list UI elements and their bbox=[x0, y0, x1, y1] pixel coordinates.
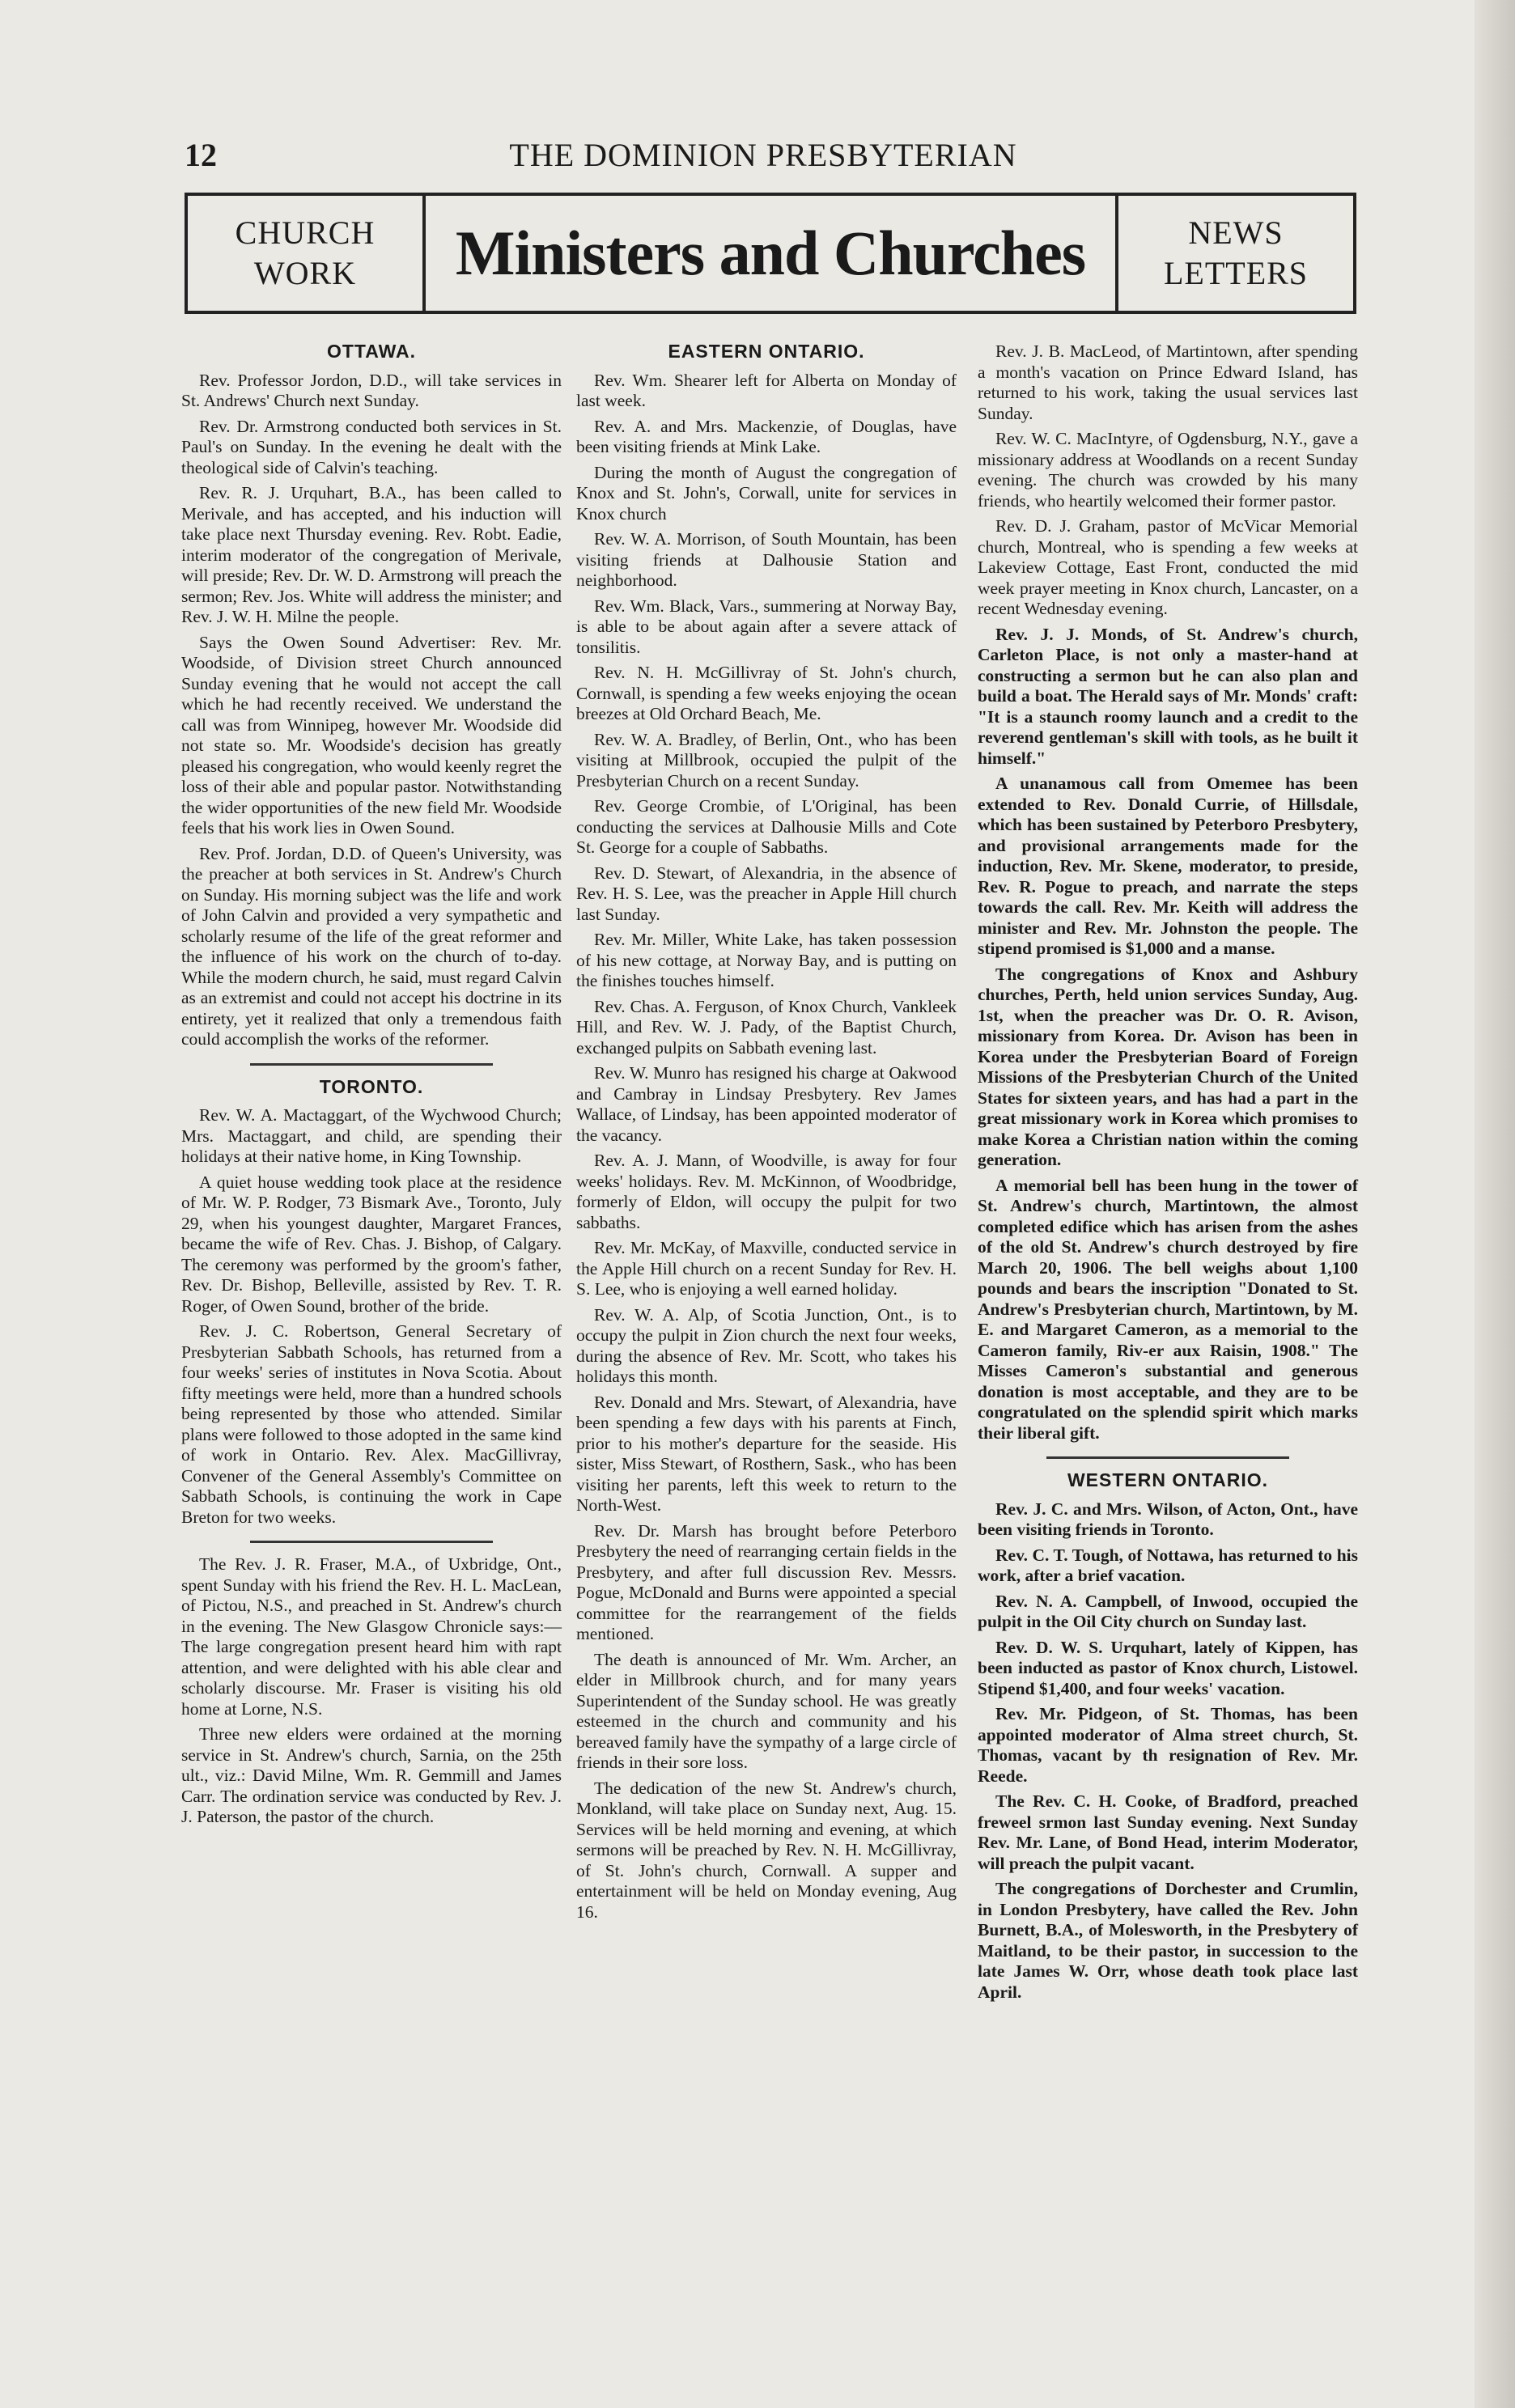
news-item: Rev. Mr. Pidgeon, of St. Thomas, has been appointed moderator of Alma street church, St. Thomas, vacant by th resignation of Rev. Mr. Reede. bbox=[978, 1704, 1358, 1786]
news-item: Rev. J. J. Monds, of St. Andrew's church, Carleton Place, is not only a master-hand at constructing a sermon but he can also plan and build a boat. The Herald says of Mr. Monds' craft: "It is a staunch roomy launch and a credit to the reverend gentleman's skill with tools, as he built it himself." bbox=[978, 624, 1358, 768]
news-item: Rev. W. A. Bradley, of Berlin, Ont., who has been visiting at Millbrook, occupied the pulpit of the Presbyterian Church on a recent Sunday. bbox=[576, 729, 957, 791]
journal-title: THE DOMINION PRESBYTERIAN bbox=[509, 137, 1017, 173]
news-item: Rev. A. and Mrs. Mackenzie, of Douglas, have been visiting friends at Mink Lake. bbox=[576, 416, 957, 456]
church-work-line-2: WORK bbox=[253, 255, 357, 291]
news-item: Rev. N. A. Campbell, of Inwood, occupied the pulpit in the Oil City church on Sunday last. bbox=[978, 1591, 1358, 1631]
news-item: Three new elders were ordained at the morning service in St. Andrew's church, Sarnia, on the 25th ult., viz.: David Milne, Wm. R. Gemmill and James Carr. The ordination service was conducted by Rev. J. J. Paterson, the pastor of the church. bbox=[181, 1724, 562, 1826]
news-item: The congregations of Dorchester and Crumlin, in London Presbytery, have called the Rev. John Burnett, B.A., of Molesworth, in the Presbytery of Maitland, to be their pastor, in succession to the late James W. Orr, whose death took place last April. bbox=[978, 1879, 1358, 2002]
section-heading: WESTERN ONTARIO. bbox=[1067, 1469, 1269, 1490]
news-item: Rev. D. W. S. Urquhart, lately of Kippen, has been inducted as pastor of Knox church, Listowel. Stipend $1,400, and four weeks' vacation. bbox=[978, 1637, 1358, 1698]
news-item: Rev. Mr. Miller, White Lake, has taken possession of his new cottage, at Norway Bay, and is putting on the finishes touches himself. bbox=[576, 930, 957, 990]
news-item: Rev. Mr. McKay, of Maxville, conducted service in the Apple Hill church on a recent Sunday for Rev. H. S. Lee, who is enjoying a well earned holiday. bbox=[576, 1238, 957, 1299]
news-letters-line-2: LETTERS bbox=[1163, 255, 1309, 291]
news-item: Rev. George Crombie, of L'Original, has been conducting the services at Dalhousie Mills and Cote St. George for a couple of Sabbaths. bbox=[576, 796, 957, 857]
column-3 bbox=[978, 341, 1358, 2007]
news-item: Rev. C. T. Tough, of Nottawa, has returned to his work, after a brief vacation. bbox=[978, 1545, 1358, 1585]
column-2 bbox=[576, 341, 957, 1927]
news-item: Rev. W. A. Morrison, of South Mountain, has been visiting friends at Dalhousie Station and neighborhood. bbox=[576, 529, 957, 590]
page-edge bbox=[1475, 0, 1515, 2408]
news-item: The Rev. C. H. Cooke, of Bradford, preached freweel srmon last Sunday evening. Next Sunday Rev. Mr. Lane, of Bond Head, interim Moderator, will preach the pulpit vacant. bbox=[978, 1791, 1358, 1873]
section-banner bbox=[185, 193, 1356, 314]
news-item: Rev. Professor Jordon, D.D., will take services in St. Andrews' Church next Sunday. bbox=[181, 370, 562, 410]
news-item: Rev. W. A. Alp, of Scotia Junction, Ont., is to occupy the pulpit in Zion church the next four weeks, during the absence of Rev. Mr. Scott, who takes his holidays this month. bbox=[576, 1304, 957, 1386]
church-work-line-1: CHURCH bbox=[235, 214, 376, 251]
news-letters-line-1: NEWS bbox=[1188, 214, 1284, 251]
page-number: 12 bbox=[185, 137, 217, 173]
news-item: Rev. Wm. Shearer left for Alberta on Monday of last week. bbox=[576, 370, 957, 410]
section-divider bbox=[250, 1541, 493, 1543]
news-item: A unanamous call from Omemee has been extended to Rev. Donald Currie, of Hillsdale, which has been sustained by Peterboro Presbytery, and provisional arrangements made for the induction, Rev. Mr. Skene, moderator, to preside, Rev. R. Pogue to preach, and narrate the steps towards the call. Rev. Mr. Keith will address the minister and Rev. Mr. Johnston the people. The stipend promised is $1,000 and a manse. bbox=[978, 774, 1358, 958]
news-item: Rev. W. C. MacIntyre, of Ogdensburg, N.Y., gave a missionary address at Woodlands on a recent Sunday evening. The church was crowded by his many friends, who heartily welcomed their former pastor. bbox=[978, 429, 1358, 511]
running-header bbox=[185, 136, 1342, 184]
news-item: Says the Owen Sound Advertiser: Rev. Mr. Woodside, of Division street Church announced Sunday evening that he would not accept the call which he had recently received. We understand the call was from Winnipeg, however Mr. Woodside did not state so. Mr. Woodside's decision has greatly pleased his congregation, who would keenly regret the loss of their able and popular pastor. Notwithstanding the wider opportunities of the new field Mr. Woodside feels that his work lies in Owen Sound. bbox=[181, 632, 562, 837]
section-title: Ministers and Churches bbox=[455, 218, 1086, 288]
column-1 bbox=[181, 341, 562, 1833]
news-item: Rev. J. C. and Mrs. Wilson, of Acton, Ont., have been visiting friends in Toronto. bbox=[978, 1499, 1358, 1539]
news-item: Rev. D. J. Graham, pastor of McVicar Memorial church, Montreal, who is spending a few weeks at Lakeview Cottage, East Front, conducted the mid week prayer meeting in Knox church, Lancaster, on a recent Wednesday evening. bbox=[978, 516, 1358, 618]
news-item: Rev. D. Stewart, of Alexandria, in the absence of Rev. H. S. Lee, was the preacher in Apple Hill church last Sunday. bbox=[576, 863, 957, 924]
news-item: Rev. Donald and Mrs. Stewart, of Alexandria, have been spending a few days with his parents at Finch, prior to his mother's departure for the seaside. His sister, Miss Stewart, of Rosthern, Sask., who has been visiting her parents, left this week to return to the North-West. bbox=[576, 1392, 957, 1515]
news-item: Rev. W. Munro has resigned his charge at Oakwood and Cambray in Lindsay Presbytery. Rev James Wallace, of Lindsay, has been appointed moderator of the vacancy. bbox=[576, 1063, 957, 1145]
news-item: Rev. Dr. Marsh has brought before Peterboro Presbytery the need of rearranging certain fields in the Presbytery, and after full discussion Rev. Messrs. Pogue, McDonald and Burns were appointed a special committee for the rearrangement of the fields mentioned. bbox=[576, 1520, 957, 1643]
section-divider bbox=[250, 1063, 493, 1066]
news-item: Rev. Chas. A. Ferguson, of Knox Church, Vankleek Hill, and Rev. W. J. Pady, of the Baptist Church, exchanged pulpits on Sabbath evening last. bbox=[576, 996, 957, 1058]
section-divider bbox=[1046, 1456, 1289, 1459]
news-item: Rev. Prof. Jordan, D.D. of Queen's University, was the preacher at both services in St. Andrew's Church on Sunday. His morning subject was the life and work of John Calvin and provided a very sympathetic and scholarly resume of the life of the great reformer and the influence of his work on the church of to-day. While the modern church, he said, must regard Calvin as an extremist and could not accept his doctrine in its entirety, yet it realized that only a tremendous faith could accomplish the works of the reformer. bbox=[181, 843, 562, 1049]
news-item: A quiet house wedding took place at the residence of Mr. W. P. Rodger, 73 Bismark Ave., Toronto, July 29, when his youngest daughter, Margaret Frances, became the wife of Rev. Chas. J. Bishop, of Calgary. The ceremony was performed by the groom's father, Rev. Dr. Bishop, Belleville, assisted by Rev. T. R. Roger, of Owen Sound, brother of the bride. bbox=[181, 1172, 562, 1316]
news-item: Rev. R. J. Urquhart, B.A., has been called to Merivale, and has accepted, and his induction will take place next Thursday evening. Rev. Robt. Eadie, interim moderator of the congregation of Merivale, will preside; Rev. Dr. W. D. Armstrong will preach the sermon; Rev. Jos. White will address the minister; and Rev. J. W. H. Milne the people. bbox=[181, 483, 562, 626]
section-heading: EASTERN ONTARIO. bbox=[668, 341, 865, 362]
news-item: Rev. N. H. McGillivray of St. John's church, Cornwall, is spending a few weeks enjoying the ocean breezes at Old Orchard Beach, Me. bbox=[576, 663, 957, 723]
news-item: Rev. J. B. MacLeod, of Martintown, after spending a month's vacation on Prince Edward Island, has returned to his work, taking the usual services last Sunday. bbox=[978, 341, 1358, 423]
section-heading: TORONTO. bbox=[319, 1075, 424, 1097]
news-item: The congregations of Knox and Ashbury churches, Perth, held union services Sunday, Aug. 1st, when the preacher was Dr. O. R. Avison, missionary from Korea. Dr. Avison has been in Korea under the Presbyterian Board of Foreign Missions of the Presbyterian Church of the United States for sixteen years, and has had a part in the great missionary work in Korea which promises to make Korea a Christian nation within the coming generation. bbox=[978, 964, 1358, 1169]
news-item: A memorial bell has been hung in the tower of St. Andrew's church, Martintown, the almost completed edifice which has arisen from the ashes of the old St. Andrew's church destroyed by fire March 20, 1906. The bell weighs about 1,100 pounds and bears the inscription "Donated to St. Andrew's Presbyterian church, Martintown, by M. E. and Margaret Cameron, as a memorial to the Cameron family, Riv-er aux Raisin, 1908." The Misses Cameron's substantial and generous donation is most acceptable, and they are to be congratulated on the splendid spirit which marks their liberal gift. bbox=[978, 1175, 1358, 1443]
news-item: Rev. J. C. Robertson, General Secretary of Presbyterian Sabbath Schools, has returned from a four weeks' series of institutes in Nova Scotia. About fifty meetings were held, more than a hundred schools being represented by those who attended. Similar plans were followed to those adopted in the same kind of work in Ontario. Rev. Alex. MacGillivray, Convener of the General Assembly's Committee on Sabbath Schools, is continuing the work in Cape Breton for two weeks. bbox=[181, 1321, 562, 1527]
church-work-box bbox=[188, 196, 426, 311]
news-item: During the month of August the congregation of Knox and St. John's, Corwall, unite for services in Knox church bbox=[576, 462, 957, 524]
news-item: Rev. Dr. Armstrong conducted both services in St. Paul's on Sunday. In the evening he dealt with the theological side of Calvin's teaching. bbox=[181, 416, 562, 477]
news-item: Rev. W. A. Mactaggart, of the Wychwood Church; Mrs. Mactaggart, and child, are spending their holidays at their native home, in King Township. bbox=[181, 1105, 562, 1166]
news-item: Rev. A. J. Mann, of Woodville, is away for four weeks' holidays. Rev. M. McKinnon, of Woodbridge, formerly of Eldon, will occupy the pulpit for two sabbaths. bbox=[576, 1151, 957, 1232]
news-item: Rev. Wm. Black, Vars., summering at Norway Bay, is able to be about again after a severe attack of tonsilitis. bbox=[576, 596, 957, 657]
news-item: The Rev. J. R. Fraser, M.A., of Uxbridge, Ont., spent Sunday with his friend the Rev. H. L. MacLean, of Pictou, N.S., and preached in St. Andrew's church in the evening. The New Glasgow Chronicle says:—The large congregation present heard him with rapt attention, and were delighted with his able clear and scholarly discourse. Mr. Fraser is visiting his old home at Lorne, N.S. bbox=[181, 1554, 562, 1719]
news-item: The death is announced of Mr. Wm. Archer, an elder in Millbrook church, and for many years Superintendent of the Sunday school. He was greatly esteemed in the church and community and his bereaved family have the sympathy of a large circle of friends in their sore loss. bbox=[576, 1649, 957, 1772]
section-heading: OTTAWA. bbox=[326, 341, 417, 362]
news-item: The dedication of the new St. Andrew's church, Monkland, will take place on Sunday next, Aug. 15. Services will be held morning and evening, at which sermons will be preached by Rev. N. H. McGillivray, of St. John's church, Cornwall. A supper and entertainment will be held on Monday evening, Aug 16. bbox=[576, 1778, 957, 1922]
news-letters-box bbox=[1115, 196, 1353, 311]
